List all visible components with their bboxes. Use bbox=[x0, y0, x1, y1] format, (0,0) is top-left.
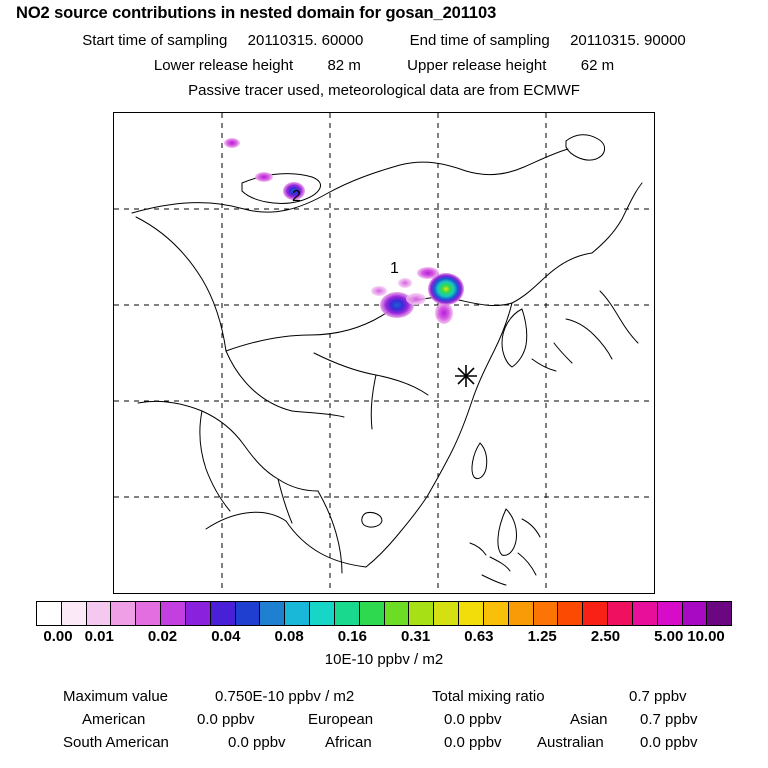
map-annotation-1: 1 bbox=[390, 260, 399, 277]
colorbar-segment bbox=[62, 602, 87, 625]
end-time-value: 20110315. 90000 bbox=[570, 32, 686, 49]
region-american-label: American bbox=[82, 711, 146, 728]
colorbar-unit-label: 10E-10 ppbv / m2 bbox=[324, 651, 444, 668]
colorbar-segment bbox=[633, 602, 658, 625]
colorbar-segment bbox=[360, 602, 385, 625]
map-panel bbox=[113, 112, 655, 594]
map-canvas bbox=[114, 113, 654, 593]
colorbar-segment bbox=[534, 602, 559, 625]
colorbar-segment bbox=[87, 602, 112, 625]
region-african-value: 0.0 ppbv bbox=[444, 734, 502, 751]
colorbar-tick-label: 0.04 bbox=[211, 628, 241, 645]
end-time-label: End time of sampling bbox=[409, 32, 550, 49]
region-australian-label: Australian bbox=[537, 734, 604, 751]
total-mixing-ratio-value: 0.7 ppbv bbox=[629, 688, 687, 705]
lower-release-height-label: Lower release height bbox=[153, 57, 294, 74]
colorbar-tick-label: 5.00 bbox=[654, 628, 684, 645]
colorbar-segment bbox=[434, 602, 459, 625]
map-graticule bbox=[114, 113, 654, 593]
region-australian-value: 0.0 ppbv bbox=[640, 734, 698, 751]
start-time-label: Start time of sampling bbox=[82, 32, 228, 49]
region-european-label: European bbox=[308, 711, 374, 728]
release-height-row bbox=[0, 57, 768, 74]
colorbar-tick-label: 0.63 bbox=[464, 628, 494, 645]
region-african-label: African bbox=[325, 734, 372, 751]
colorbar-segment bbox=[136, 602, 161, 625]
colorbar-segment bbox=[558, 602, 583, 625]
colorbar bbox=[36, 601, 732, 626]
map-coastlines bbox=[132, 135, 642, 585]
total-mixing-ratio-label: Total mixing ratio bbox=[432, 688, 545, 705]
colorbar-segment bbox=[484, 602, 509, 625]
tracer-note: Passive tracer used, meteorological data are from ECMWF bbox=[188, 82, 580, 99]
colorbar-tick-label: 0.16 bbox=[337, 628, 367, 645]
max-value-value: 0.750E-10 ppbv / m2 bbox=[215, 688, 355, 705]
lower-release-height-value: 82 m bbox=[327, 57, 361, 74]
max-value-label: Maximum value bbox=[63, 688, 169, 705]
colorbar-tick-label: 0.01 bbox=[84, 628, 114, 645]
colorbar-segment bbox=[285, 602, 310, 625]
colorbar-segment bbox=[161, 602, 186, 625]
colorbar-segment bbox=[335, 602, 360, 625]
colorbar-segment bbox=[236, 602, 261, 625]
colorbar-segment bbox=[37, 602, 62, 625]
start-time-value: 20110315. 60000 bbox=[247, 32, 364, 49]
colorbar-segment bbox=[260, 602, 285, 625]
colorbar-segment bbox=[111, 602, 136, 625]
colorbar-tick-label: 2.50 bbox=[590, 628, 621, 645]
colorbar-tick-label: 10.00 bbox=[687, 628, 725, 645]
upper-release-height-label: Upper release height bbox=[407, 57, 547, 74]
sampling-time-row bbox=[0, 32, 768, 49]
plume-blobs bbox=[224, 138, 464, 324]
colorbar-segment bbox=[385, 602, 410, 625]
page-title: NO2 source contributions in nested domain for gosan_201103 bbox=[16, 4, 497, 22]
region-asian-label: Asian bbox=[570, 711, 608, 728]
region-american-value: 0.0 ppbv bbox=[197, 711, 255, 728]
region-european-value: 0.0 ppbv bbox=[444, 711, 502, 728]
colorbar-tick-label: 0.00 bbox=[43, 628, 73, 645]
colorbar-segment bbox=[509, 602, 534, 625]
region-south-american-label: South American bbox=[63, 734, 169, 751]
colorbar-tick-label: 1.25 bbox=[527, 628, 557, 645]
map-annotation-2: 2 bbox=[292, 188, 301, 205]
colorbar-segment bbox=[658, 602, 683, 625]
colorbar-tick-label: 0.31 bbox=[401, 628, 431, 645]
region-south-american-value: 0.0 ppbv bbox=[228, 734, 286, 751]
colorbar-segment bbox=[409, 602, 434, 625]
colorbar-segment bbox=[211, 602, 236, 625]
asterisk-marker bbox=[455, 365, 477, 387]
colorbar-tick-label: 0.02 bbox=[147, 628, 178, 645]
colorbar-segment bbox=[683, 602, 708, 625]
colorbar-tick-label: 0.08 bbox=[274, 628, 304, 645]
colorbar-tick-labels bbox=[0, 628, 768, 646]
colorbar-segment bbox=[583, 602, 608, 625]
colorbar-segment bbox=[186, 602, 211, 625]
colorbar-segment bbox=[459, 602, 484, 625]
colorbar-segment bbox=[310, 602, 335, 625]
colorbar-segment bbox=[608, 602, 633, 625]
upper-release-height-value: 62 m bbox=[580, 57, 615, 74]
region-asian-value: 0.7 ppbv bbox=[640, 711, 698, 728]
colorbar-segment bbox=[707, 602, 731, 625]
